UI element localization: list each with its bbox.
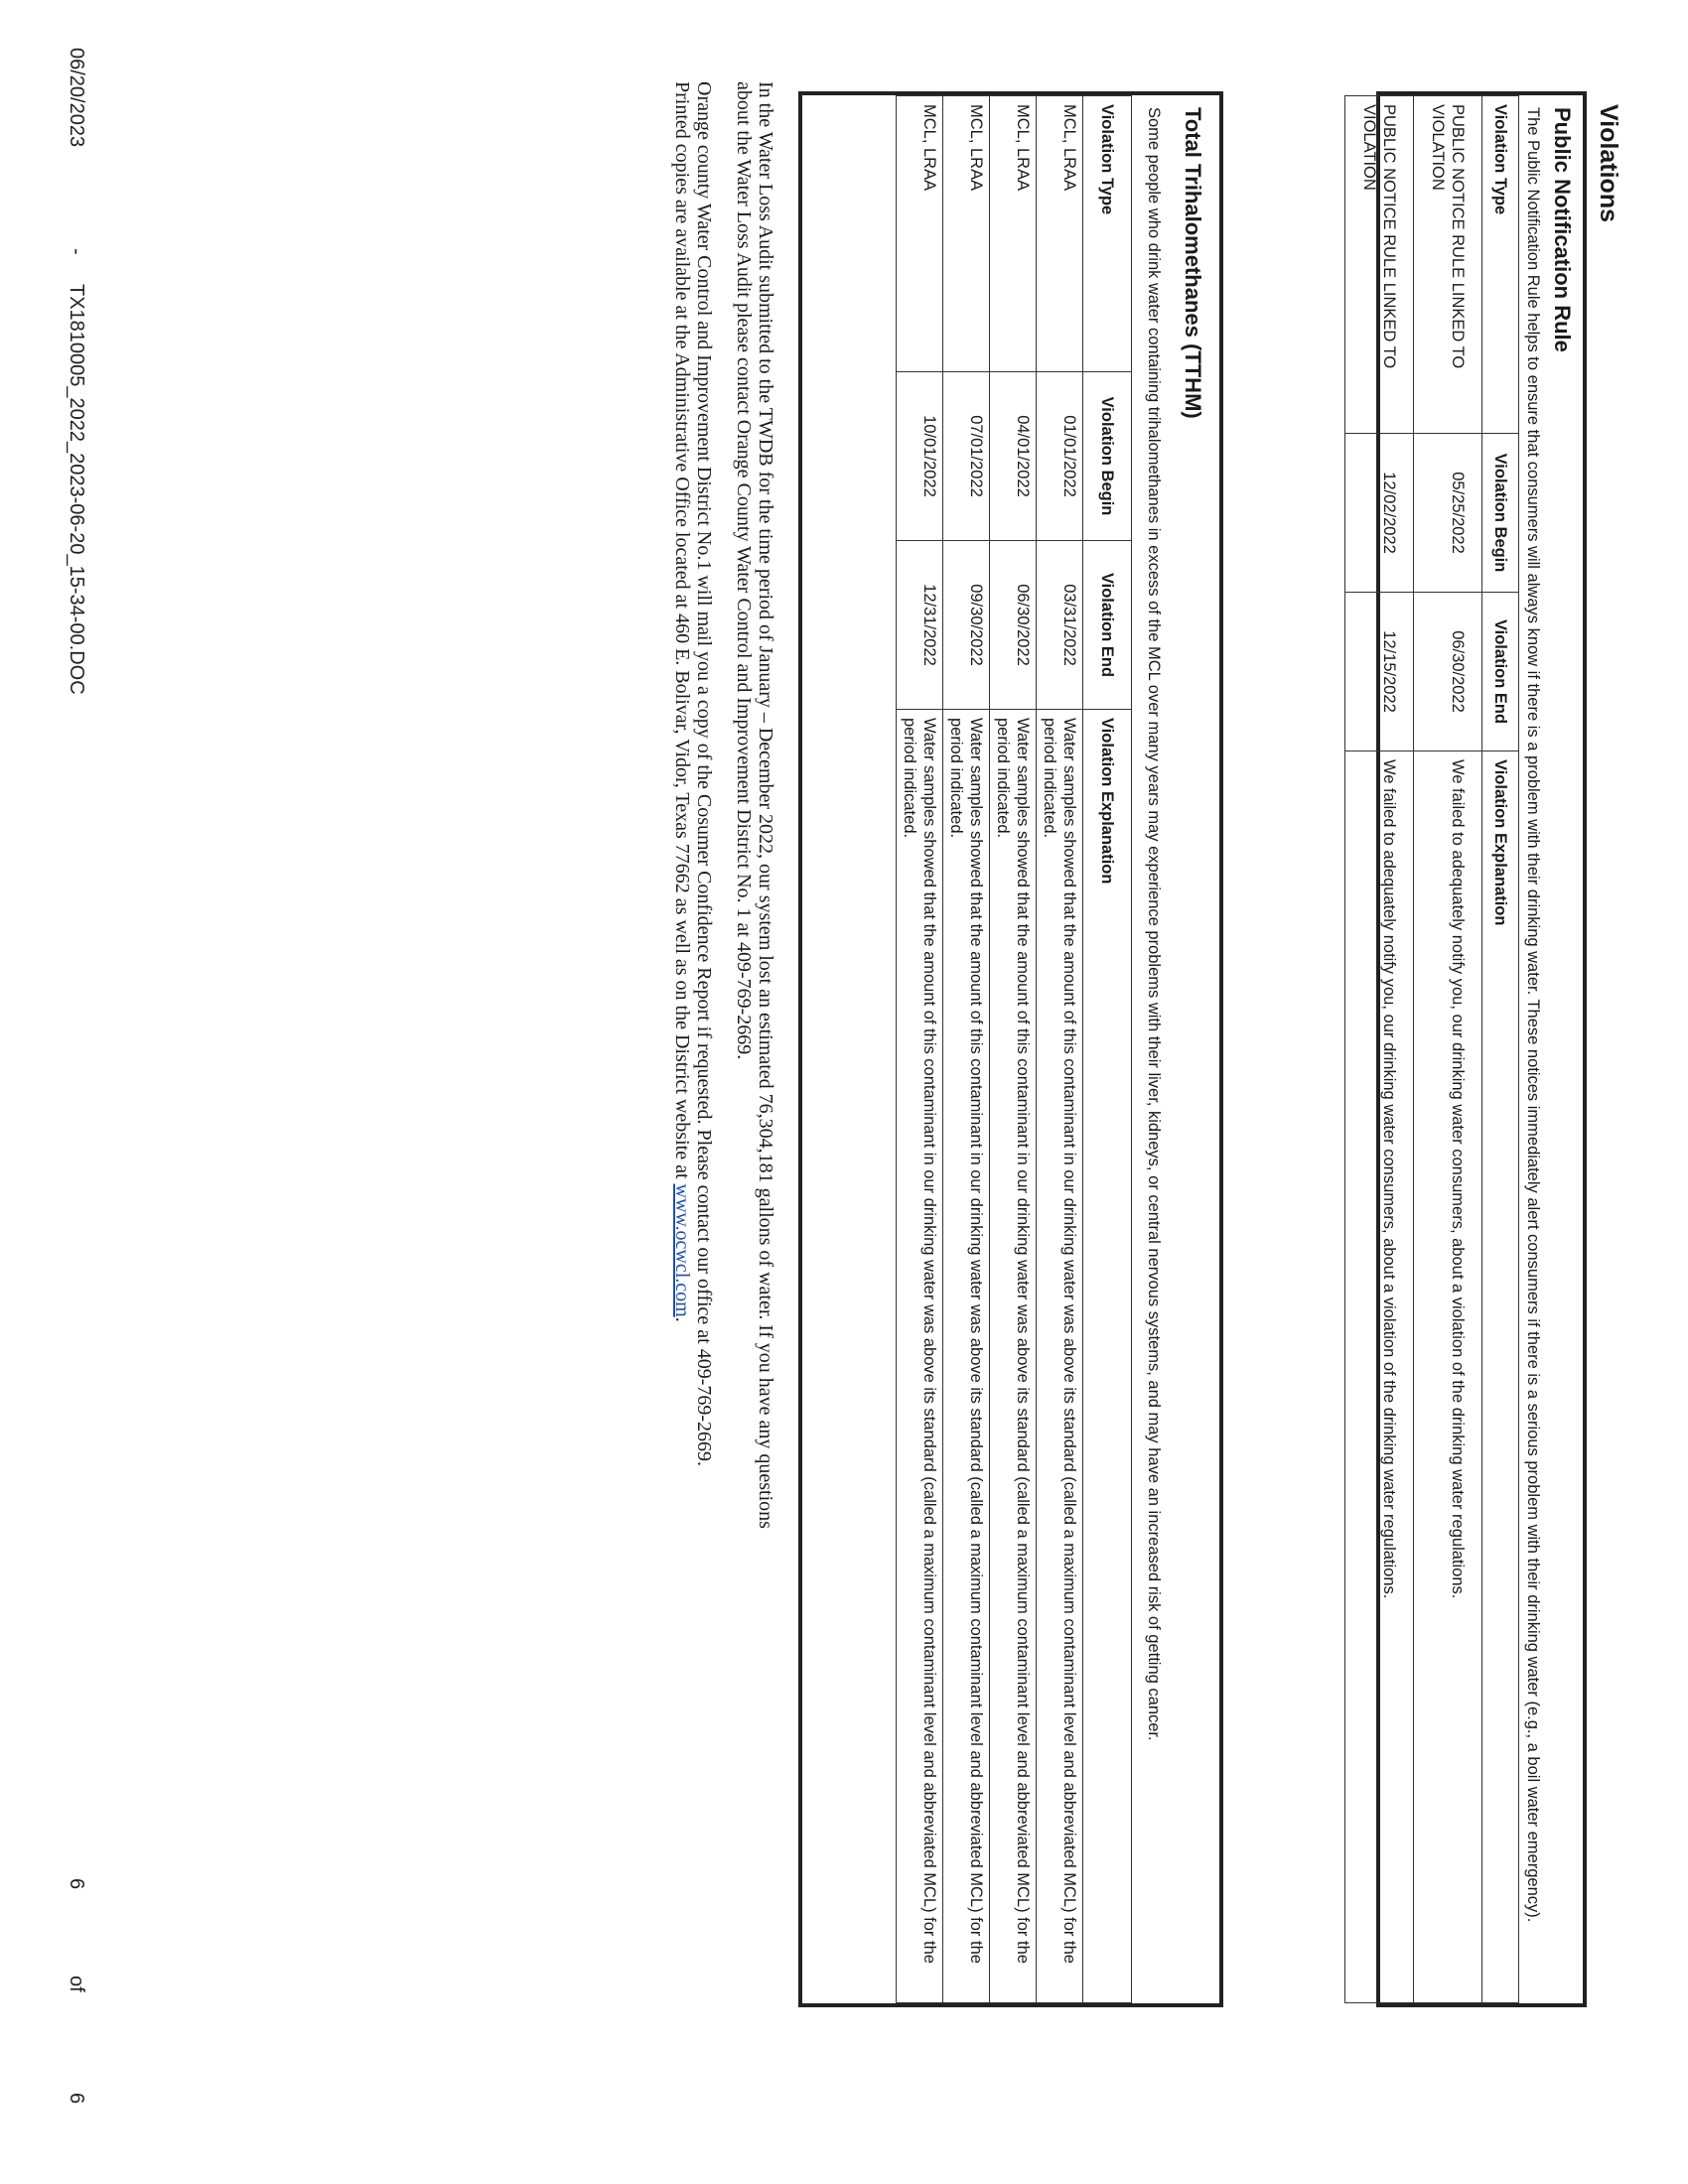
tthm-table: [896, 95, 1132, 2003]
column-header: Violation Explanation: [1482, 751, 1519, 2003]
violation-end: 03/31/2022: [1037, 541, 1083, 710]
column-header: Violation End: [1482, 593, 1519, 751]
district-website-link[interactable]: www.ocwcl.com: [671, 1183, 693, 1317]
footer-of: of: [66, 1976, 87, 1992]
violation-explanation: Water samples showed that the amount of this contaminant in our drinking water was above its standard (called a maximum contaminant level and abbreviated MCL) for the period indicated.: [1037, 710, 1083, 2003]
violation-type: PUBLIC NOTICE RULE LINKED TO VIOLATION: [1414, 96, 1482, 434]
water-loss-line: about the Water Loss Audit please contact Orange County Water Control and Improvement District No. 1 at 409-769-2669.: [733, 81, 755, 1060]
violation-begin: 10/01/2022: [897, 372, 943, 541]
footer-date: 06/20/2023: [66, 48, 87, 148]
violation-end: 06/30/2022: [990, 541, 1037, 710]
ccr-notice-punct: .: [671, 1316, 693, 1322]
column-header: Violation Type: [1482, 96, 1519, 434]
ccr-notice-line: [671, 81, 693, 2067]
tthm-intro: Some people who drink water containing trihalomethanes in excess of the MCL over many years may experience problems with their liver, kidneys, or central nervous systems, and may have an increased risk of getting cancer.: [1145, 107, 1163, 1741]
violation-explanation: We failed to adequately notify you, our drinking water consumers, about a violation of the drinking water regulations.: [1345, 751, 1414, 2003]
section-heading: Violations: [1595, 104, 1622, 223]
tthm-box: [798, 91, 1223, 2007]
violation-explanation: Water samples showed that the amount of this contaminant in our drinking water was above its standard (called a maximum contaminant level and abbreviated MCL) for the period indicated.: [943, 710, 990, 2003]
table-row: [1037, 96, 1083, 2003]
table-row: [1345, 96, 1414, 2003]
violation-type: PUBLIC NOTICE RULE LINKED TO VIOLATION: [1345, 96, 1414, 434]
footer-page-total: 6: [66, 2093, 87, 2105]
violation-type: MCL, LRAA: [990, 96, 1037, 372]
public-notification-table: [1344, 95, 1519, 2003]
violation-begin: 12/02/2022: [1345, 434, 1414, 593]
column-header: Violation End: [1083, 541, 1132, 710]
table-row: [1414, 96, 1482, 2003]
ccr-notice-line: Orange county Water Control and Improvement District No.1 will mail you a copy of the Cosumer Confidence Report if requested. Please contact our office at 409-769-2669.: [693, 81, 715, 1467]
violation-begin: 05/25/2022: [1414, 434, 1482, 593]
violation-begin: 01/01/2022: [1037, 372, 1083, 541]
public-notification-title: Public Notification Rule: [1550, 107, 1575, 352]
violation-end: 09/30/2022: [943, 541, 990, 710]
column-header: Violation Type: [1083, 96, 1132, 372]
ccr-notice-paragraph: [671, 81, 715, 2067]
violation-explanation: We failed to adequately notify you, our drinking water consumers, about a violation of the drinking water regulations.: [1414, 751, 1482, 2003]
water-loss-line: In the Water Loss Audit submitted to the TWDB for the time period of January – December 2022, our system lost an estimated 76,304,181 gallons of water. If you have any questions: [755, 81, 776, 1529]
table-row: [990, 96, 1037, 2003]
violation-type: MCL, LRAA: [1037, 96, 1083, 372]
column-header: Violation Begin: [1083, 372, 1132, 541]
footer-doc-id: TX1810005_2022_2023-06-20_15-34-00.DOC: [66, 284, 87, 695]
footer-page-number: 6: [66, 1878, 87, 1890]
violation-end: 12/15/2022: [1345, 593, 1414, 751]
table-header-row: [1083, 96, 1132, 2003]
ccr-notice-text: Printed copies are available at the Administrative Office located at 460 E. Bolivar, Vidor, Texas 77662 as well as on the District website at: [671, 81, 693, 1184]
footer-separator: -: [66, 248, 87, 255]
violation-explanation: Water samples showed that the amount of this contaminant in our drinking water was above its standard (called a maximum contaminant level and abbreviated MCL) for the period indicated.: [897, 710, 943, 2003]
column-header: Violation Begin: [1482, 434, 1519, 593]
tthm-title: Total Trihalomethanes (TTHM): [1181, 107, 1205, 419]
water-loss-paragraph: [733, 81, 776, 2067]
table-header-row: [1482, 96, 1519, 2003]
violation-type: MCL, LRAA: [897, 96, 943, 372]
violation-end: 06/30/2022: [1414, 593, 1482, 751]
violation-explanation: Water samples showed that the amount of this contaminant in our drinking water was above its standard (called a maximum contaminant level and abbreviated MCL) for the period indicated.: [990, 710, 1037, 2003]
public-notification-box: [1360, 91, 1587, 2007]
public-notification-intro: The Public Notification Rule helps to ensure that consumers will always know if there is a problem with their drinking water. These notices immediately alert consumers if there is a serious problem with their drinking water (e.g., a boil water emergency).: [1524, 107, 1542, 1923]
violation-begin: 04/01/2022: [990, 372, 1037, 541]
column-header: Violation Explanation: [1083, 710, 1132, 2003]
violation-begin: 07/01/2022: [943, 372, 990, 541]
table-row: [943, 96, 990, 2003]
table-row: [897, 96, 943, 2003]
violation-end: 12/31/2022: [897, 541, 943, 710]
violation-type: MCL, LRAA: [943, 96, 990, 372]
